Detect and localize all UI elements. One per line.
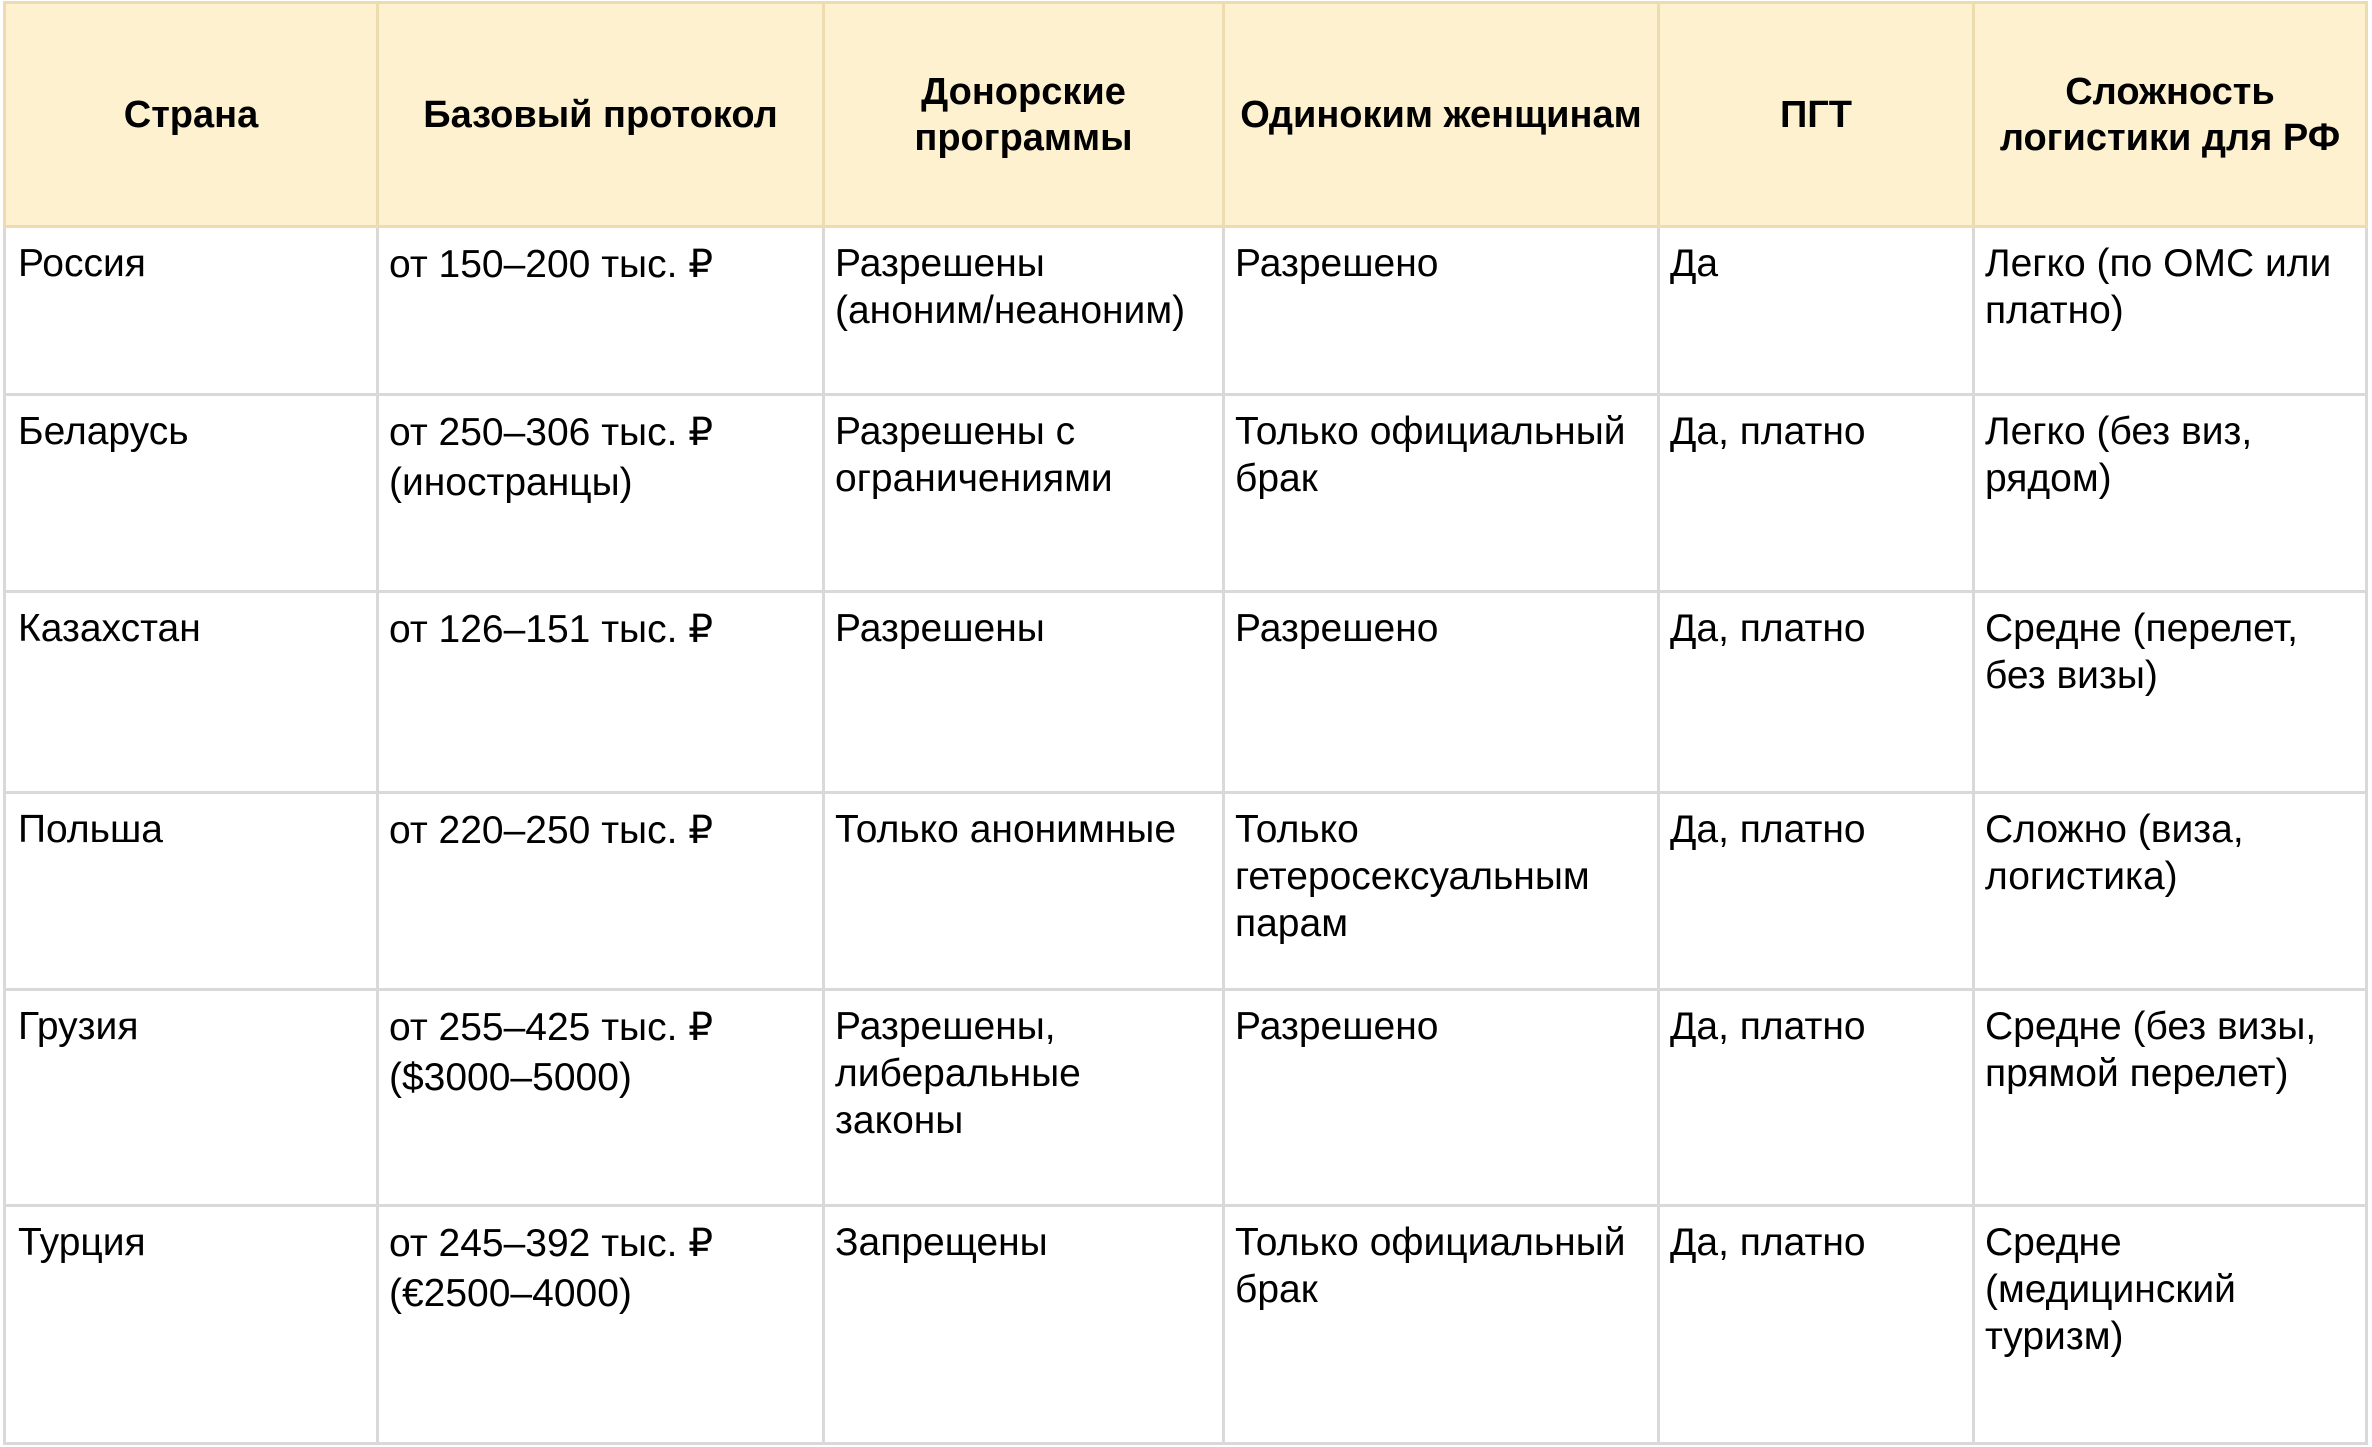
table-row: [5, 1206, 2367, 1444]
cell-pgt: Да, платно: [1659, 592, 1974, 793]
cell-single-women: Разрешено: [1224, 227, 1659, 395]
table-row: [5, 592, 2367, 793]
table-row: [5, 395, 2367, 592]
cell-single-women: Разрешено: [1224, 990, 1659, 1206]
cell-single-women: Только гетеросексуальным парам: [1224, 793, 1659, 990]
cell-logistics: Сложно (виза, логистика): [1974, 793, 2367, 990]
ivf-countries-comparison-table: [3, 1, 2368, 1445]
cell-logistics: Легко (без виз, рядом): [1974, 395, 2367, 592]
column-header-logistics: Сложность логистики для РФ: [1974, 3, 2367, 227]
cell-donor-programs: Разрешены (аноним/неаноним): [824, 227, 1224, 395]
cell-base-protocol: от 220–250 тыс. ₽: [378, 793, 824, 990]
cell-donor-programs: Запрещены: [824, 1206, 1224, 1444]
cell-country: Польша: [5, 793, 378, 990]
column-header-donor-programs: Донорские программы: [824, 3, 1224, 227]
table-row: [5, 793, 2367, 990]
cell-base-protocol: от 245–392 тыс. ₽ (€2500–4000): [378, 1206, 824, 1444]
cell-donor-programs: Разрешены, либеральные законы: [824, 990, 1224, 1206]
cell-logistics: Средне (медицинский туризм): [1974, 1206, 2367, 1444]
cell-donor-programs: Разрешены: [824, 592, 1224, 793]
cell-donor-programs: Только анонимные: [824, 793, 1224, 990]
cell-single-women: Разрешено: [1224, 592, 1659, 793]
cell-single-women: Только официальный брак: [1224, 1206, 1659, 1444]
cell-country: Казахстан: [5, 592, 378, 793]
column-header-base-protocol: Базовый протокол: [378, 3, 824, 227]
cell-pgt: Да, платно: [1659, 793, 1974, 990]
table-header: [5, 3, 2367, 227]
table-row: [5, 990, 2367, 1206]
cell-country: Турция: [5, 1206, 378, 1444]
column-header-pgt: ПГТ: [1659, 3, 1974, 227]
cell-country: Грузия: [5, 990, 378, 1206]
column-header-country: Страна: [5, 3, 378, 227]
cell-logistics: Средне (без визы, прямой перелет): [1974, 990, 2367, 1206]
cell-single-women: Только официальный брак: [1224, 395, 1659, 592]
cell-donor-programs: Разрешены с ограничениями: [824, 395, 1224, 592]
cell-country: Россия: [5, 227, 378, 395]
cell-country: Беларусь: [5, 395, 378, 592]
header-row: [5, 3, 2367, 227]
cell-pgt: Да, платно: [1659, 990, 1974, 1206]
cell-logistics: Средне (перелет, без визы): [1974, 592, 2367, 793]
table-body: [5, 227, 2367, 1444]
cell-base-protocol: от 250–306 тыс. ₽ (иностранцы): [378, 395, 824, 592]
column-header-single-women: Одиноким женщинам: [1224, 3, 1659, 227]
cell-pgt: Да: [1659, 227, 1974, 395]
cell-pgt: Да, платно: [1659, 1206, 1974, 1444]
cell-logistics: Легко (по ОМС или платно): [1974, 227, 2367, 395]
cell-base-protocol: от 255–425 тыс. ₽ ($3000–5000): [378, 990, 824, 1206]
cell-base-protocol: от 126–151 тыс. ₽: [378, 592, 824, 793]
cell-pgt: Да, платно: [1659, 395, 1974, 592]
table-row: [5, 227, 2367, 395]
cell-base-protocol: от 150–200 тыс. ₽: [378, 227, 824, 395]
